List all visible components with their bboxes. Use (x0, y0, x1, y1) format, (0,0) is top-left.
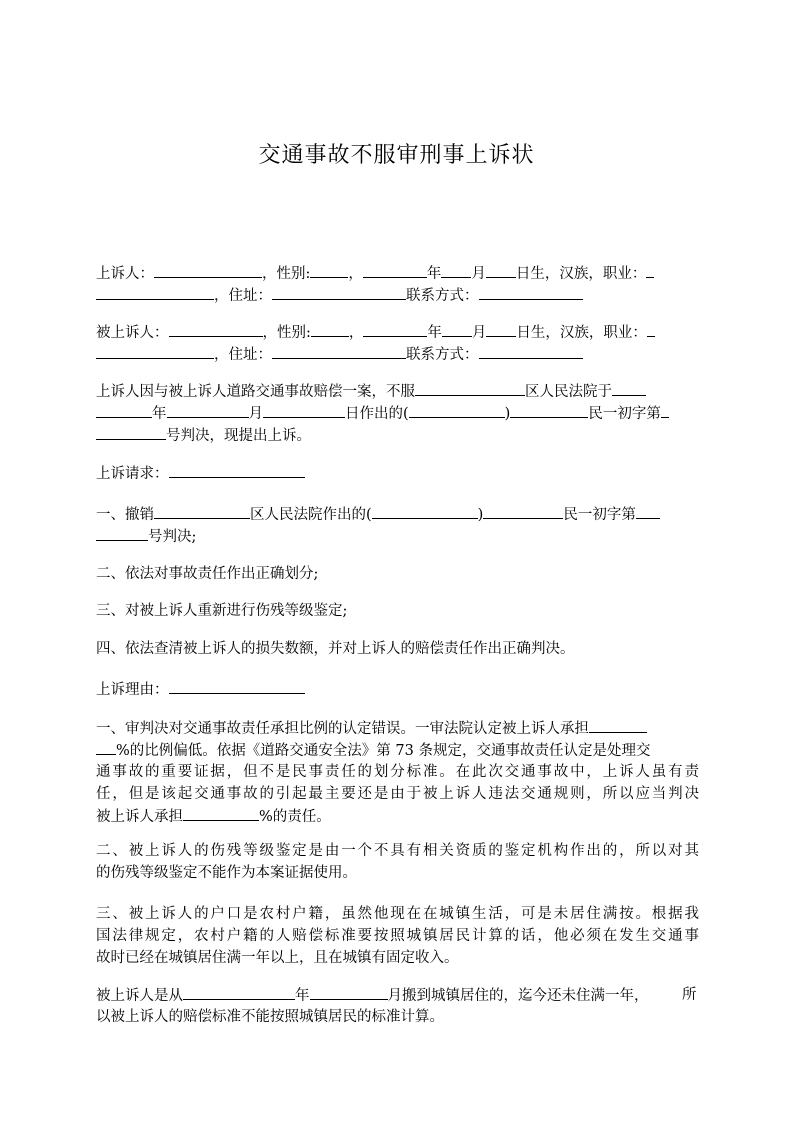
contact-label: 联系方式： (406, 288, 479, 304)
separator: ， (348, 266, 363, 282)
appellee-gender-blank[interactable] (311, 321, 349, 337)
move-year-blank[interactable] (183, 984, 295, 1000)
reason-2-line-1: 二、被上诉人的伤残等级鉴定是由一个不具有相关资质的鉴定机构作出的，所以对其 (96, 843, 699, 859)
close-paren: ) (504, 406, 511, 422)
appellee-occupation-blank-cont[interactable] (96, 343, 214, 359)
case-number-blank[interactable] (661, 402, 669, 418)
year-label: 年 (427, 325, 442, 341)
appellee-name-blank[interactable] (169, 321, 263, 337)
reasons-heading (96, 678, 699, 700)
claim-4 (96, 638, 699, 660)
reason-2 (96, 840, 699, 884)
contact-label: 联系方式： (406, 347, 479, 363)
reason-1 (96, 717, 699, 827)
document-title: 交通事故不服审刑事上诉状 (258, 143, 535, 168)
intro-date-text: 日作出的( (345, 406, 409, 422)
claim-2 (96, 563, 699, 585)
reason-2-line-2: 的伤残等级鉴定不能作为本案证据使用。 (96, 865, 357, 881)
reason-1-line-4: 任，但是该起交通事故的引起最主要还是由于被上诉人违法交通规则，所以应当判决 (96, 786, 699, 802)
judgment-month-blank[interactable] (167, 402, 249, 418)
liability-percent-blank[interactable] (589, 717, 647, 733)
address-label: ，住址： (214, 288, 272, 304)
claim-case-year-blank[interactable] (372, 503, 478, 519)
reasons-blank[interactable] (169, 678, 305, 694)
year-label: 年 (295, 988, 310, 1004)
appellee-month-blank[interactable] (442, 321, 472, 337)
appellant-month-blank[interactable] (441, 262, 471, 278)
reason-1-line-5-end: %的责任。 (259, 809, 331, 825)
claim-1-court-text: 区人民法院作出的( (250, 507, 372, 523)
claim-case-type-text: 民一初字第 (563, 507, 636, 523)
claim-case-number-blank-cont[interactable] (96, 525, 148, 541)
appellant-year-blank[interactable] (363, 262, 427, 278)
claim-court-blank[interactable] (154, 503, 250, 519)
reason-4-line-1: 被上诉人是从 (96, 988, 183, 1004)
reason-1-line-3: 通事故的重要证据，但不是民事责任的划分标准。在此次交通事故中，上诉人虽有责 (96, 764, 699, 780)
case-number-blank-cont[interactable] (96, 424, 166, 440)
claim-1-text: 一、撤销 (96, 507, 154, 523)
claim-case-court-blank[interactable] (483, 503, 563, 519)
liability-percent-blank-cont[interactable] (96, 739, 116, 755)
month-label: 月 (471, 325, 487, 341)
month-label: 月 (471, 266, 486, 282)
claim-2-text: 二、依法对事故责任作出正确划分; (96, 566, 319, 582)
appellee-contact-blank[interactable] (479, 343, 583, 359)
reason-3-line-3: 故时已经在城镇居住满一年以上，且在城镇有固定收入。 (96, 950, 459, 966)
claims-blank[interactable] (169, 462, 305, 478)
appellant-gender-label: ，性别: (262, 266, 311, 282)
claim-1 (96, 503, 699, 547)
reason-1-line-5: 被上诉人承担 (96, 809, 183, 825)
intro-court-text: 区人民法院于 (525, 384, 612, 400)
case-court-blank[interactable] (510, 402, 588, 418)
claim-3-text: 三、对被上诉人重新进行伤残等级鉴定; (96, 603, 348, 619)
case-type-text: 民一初字第 (588, 406, 661, 422)
separator: ， (348, 325, 364, 341)
appellee-occupation-blank[interactable] (647, 321, 655, 337)
month-label: 月 (248, 406, 263, 422)
appellant-day-blank[interactable] (486, 262, 516, 278)
reason-1-line-2: %的比例偏低。依据《道路交通安全法》第 73 条规定，交通事故责任认定是处理交 (116, 743, 651, 759)
birth-ethnicity-occupation-label: 日生，汉族，职业： (516, 325, 647, 341)
address-label: ，住址： (214, 347, 272, 363)
claims-heading (96, 462, 699, 484)
close-paren: ) (477, 507, 484, 523)
appellant-address-blank[interactable] (272, 284, 406, 300)
reason-4-line-1-end: 月搬到城镇居住的，迄今还未住满一年， (387, 988, 649, 1004)
appellee-info (96, 321, 699, 365)
reason-3 (96, 903, 699, 969)
judgment-year-blank[interactable] (612, 380, 646, 396)
reason-4 (96, 984, 699, 1028)
claim-case-number-blank[interactable] (636, 503, 660, 519)
reason-3-line-1: 三、被上诉人的户口是农村户籍，虽然他现在在城镇生活，可是未居住满按。根据我 (96, 906, 699, 922)
intro-end-text: 号判决，现提出上诉。 (166, 428, 311, 444)
judgment-day-blank[interactable] (263, 402, 345, 418)
appellant-occupation-blank[interactable] (646, 262, 654, 278)
appellant-name-blank[interactable] (154, 262, 262, 278)
appellant-info (96, 262, 699, 306)
year-label: 年 (152, 406, 167, 422)
reason-4-line-2: 以被上诉人的赔偿标准不能按照城镇居民的标准计算。 (96, 1009, 444, 1025)
appellant-label: 上诉人： (96, 266, 154, 282)
move-month-blank[interactable] (310, 984, 388, 1000)
judgment-year-blank-cont[interactable] (96, 402, 152, 418)
reason-1-line-1: 一、审判决对交通事故责任承担比例的认定错误。一审法院认定被上诉人承担 (96, 721, 589, 737)
claim-3 (96, 600, 699, 622)
claims-heading-text: 上诉请求： (96, 466, 169, 482)
court-name-blank[interactable] (415, 380, 525, 396)
appellee-gender-label: ，性别: (262, 325, 311, 341)
intro-text: 上诉人因与被上诉人道路交通事故赔偿一案，不服 (96, 384, 415, 400)
judged-percent-blank[interactable] (183, 805, 259, 821)
appellant-occupation-blank-cont[interactable] (96, 284, 214, 300)
appellant-contact-blank[interactable] (479, 284, 583, 300)
appellee-day-blank[interactable] (486, 321, 516, 337)
appellee-year-blank[interactable] (363, 321, 427, 337)
birth-ethnicity-occupation-label: 日生，汉族，职业： (515, 266, 647, 282)
year-label: 年 (426, 266, 442, 282)
reason-4-line-1-tail: 所 (682, 987, 697, 1003)
appellant-gender-blank[interactable] (310, 262, 348, 278)
claim-1-end-text: 号判决; (148, 529, 197, 545)
case-year-blank[interactable] (409, 402, 505, 418)
claim-4-text: 四、依法查清被上诉人的损失数额，并对上诉人的赔偿责任作出正确判决。 (96, 641, 575, 657)
intro-paragraph (96, 380, 699, 446)
reasons-heading-text: 上诉理由： (96, 682, 169, 698)
appellee-address-blank[interactable] (272, 343, 406, 359)
appellee-label: 被上诉人： (96, 325, 169, 341)
reason-3-line-2: 国法律规定，农村户籍的人赔偿标准要按照城镇居民计算的话，他必须在发生交通事 (96, 928, 699, 944)
